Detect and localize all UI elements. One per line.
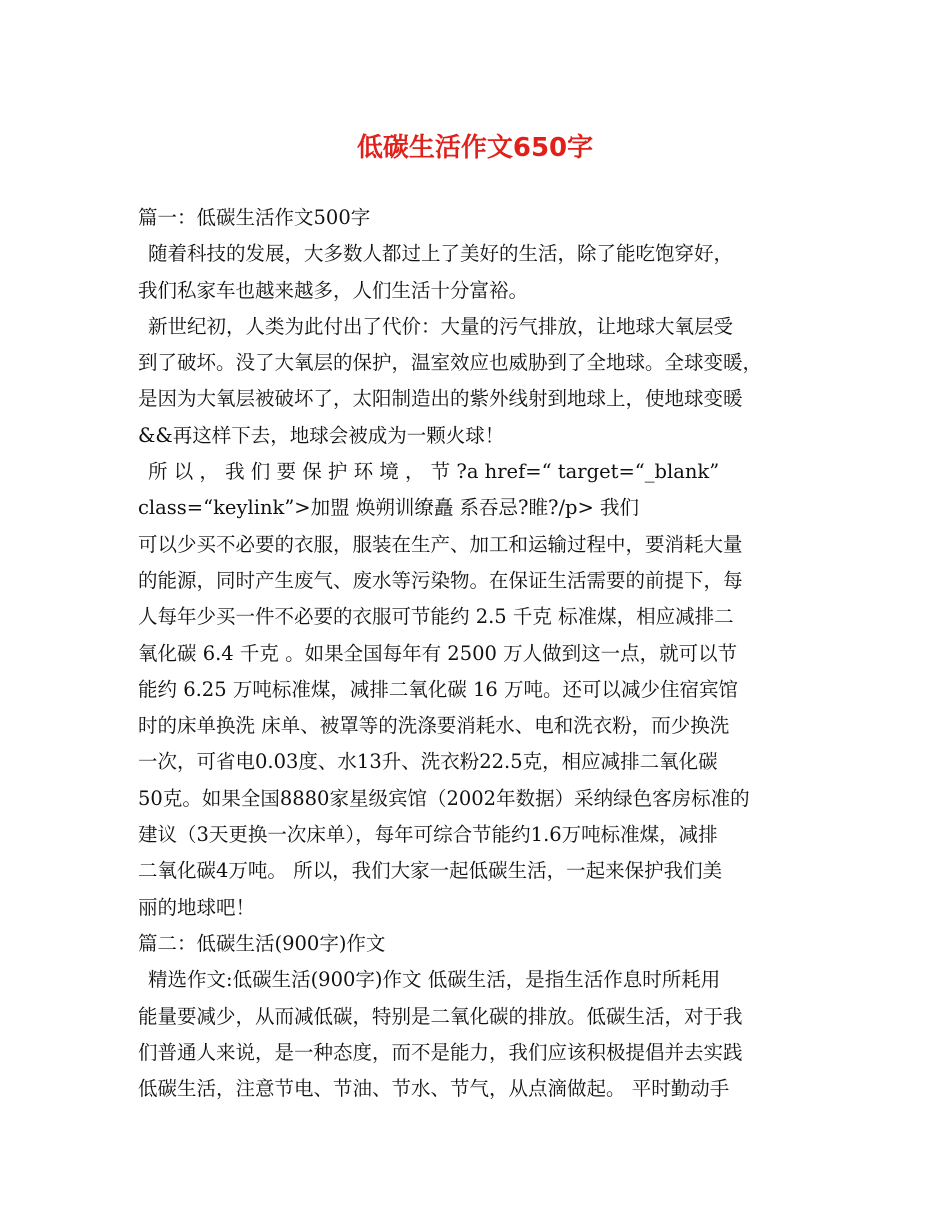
paragraph-line: 新世纪初，人类为此付出了代价：大量的污气排放，让地球大氧层受 [148, 314, 734, 338]
section-heading: 篇二：低碳生活(900字)作文 [138, 931, 386, 955]
paragraph-line: 能约 6.25 万吨标准煤，减排二氧化碳 16 万吨。还可以减少住宿宾馆 [138, 677, 739, 701]
paragraph-line: 建议（3天更换一次床单），每年可综合节能约1.6万吨标准煤，减排 [138, 823, 718, 847]
paragraph-line: &&再这样下去，地球会被成为一颗火球！ [138, 423, 505, 447]
paragraph-line: 所 以 ， 我 们 要 保 护 环 境 ， 节 ?a href=“ target=“_blank” [148, 460, 720, 484]
paragraph-line: 氧化碳 6.4 千克 。如果全国每年有 2500 万人做到这一点，就可以节 [138, 641, 738, 665]
paragraph-line: 丽的地球吧！ [138, 895, 256, 919]
paragraph-line: 们普通人来说，是一种态度，而不是能力，我们应该积极提倡并去实践 [138, 1040, 743, 1064]
section-heading: 篇一：低碳生活作文500字 [138, 206, 371, 229]
paragraph-line: 一次，可省电0.03度、水13升、洗衣粉22.5克，相应减排二氧化碳 [138, 750, 718, 774]
garbled-markup-text: class=“keylink”>加盟 焕朔训缭矗 系吞忌 [138, 496, 519, 520]
paragraph-line: 的能源，同时产生废气、废水等污染物。在保证生活需要的前提下，每 [138, 568, 743, 592]
paragraph-line [138, 490, 820, 526]
paragraph-line: 能量要减少，从而减低碳，特别是二氧化碳的排放。低碳生活，对于我 [138, 1004, 743, 1028]
garbled-markup-tail: ?睢?/p> 我们 [518, 496, 640, 520]
paragraph-line: 时的床单换洗 床单、被罩等的洗涤要消耗水、电和洗衣粉，而少换洗 [138, 714, 730, 738]
paragraph-line: 人每年少买一件不必要的衣服可节能约 2.5 千克 标准煤，相应减排二 [138, 605, 734, 629]
paragraph-line: 到了破坏。没了大氧层的保护，温室效应也威胁到了全地球。全球变暖， [138, 351, 763, 375]
paragraph-line: 是因为大氧层被破坏了，太阳制造出的紫外线射到地球上，使地球变暖 [138, 387, 743, 411]
paragraph-line: 我们私家车也越来越多，人们生活十分富裕。 [138, 278, 529, 302]
paragraph-line: 精选作文:低碳生活(900字)作文 低碳生活，是指生活作息时所耗用 [148, 968, 721, 992]
paragraph-line: 可以少买不必要的衣服，服装在生产、加工和运输过程中，要消耗大量 [138, 532, 743, 556]
paragraph-line: 二氧化碳4万吨。 所以，我们大家一起低碳生活，一起来保护我们美 [138, 859, 723, 883]
paragraph-line: 50克。如果全国8880家星级宾馆（2002年数据）采纳绿色客房标准的 [138, 786, 750, 810]
paragraph-line: 随着科技的发展，大多数人都过上了美好的生活，除了能吃饱穿好， [148, 242, 734, 266]
paragraph-line: 低碳生活，注意节电、节油、节水、节气，从点滴做起。 平时勤动手 [138, 1077, 730, 1101]
article-body [138, 200, 820, 1107]
page-title: 低碳生活作文650字 [356, 133, 594, 163]
